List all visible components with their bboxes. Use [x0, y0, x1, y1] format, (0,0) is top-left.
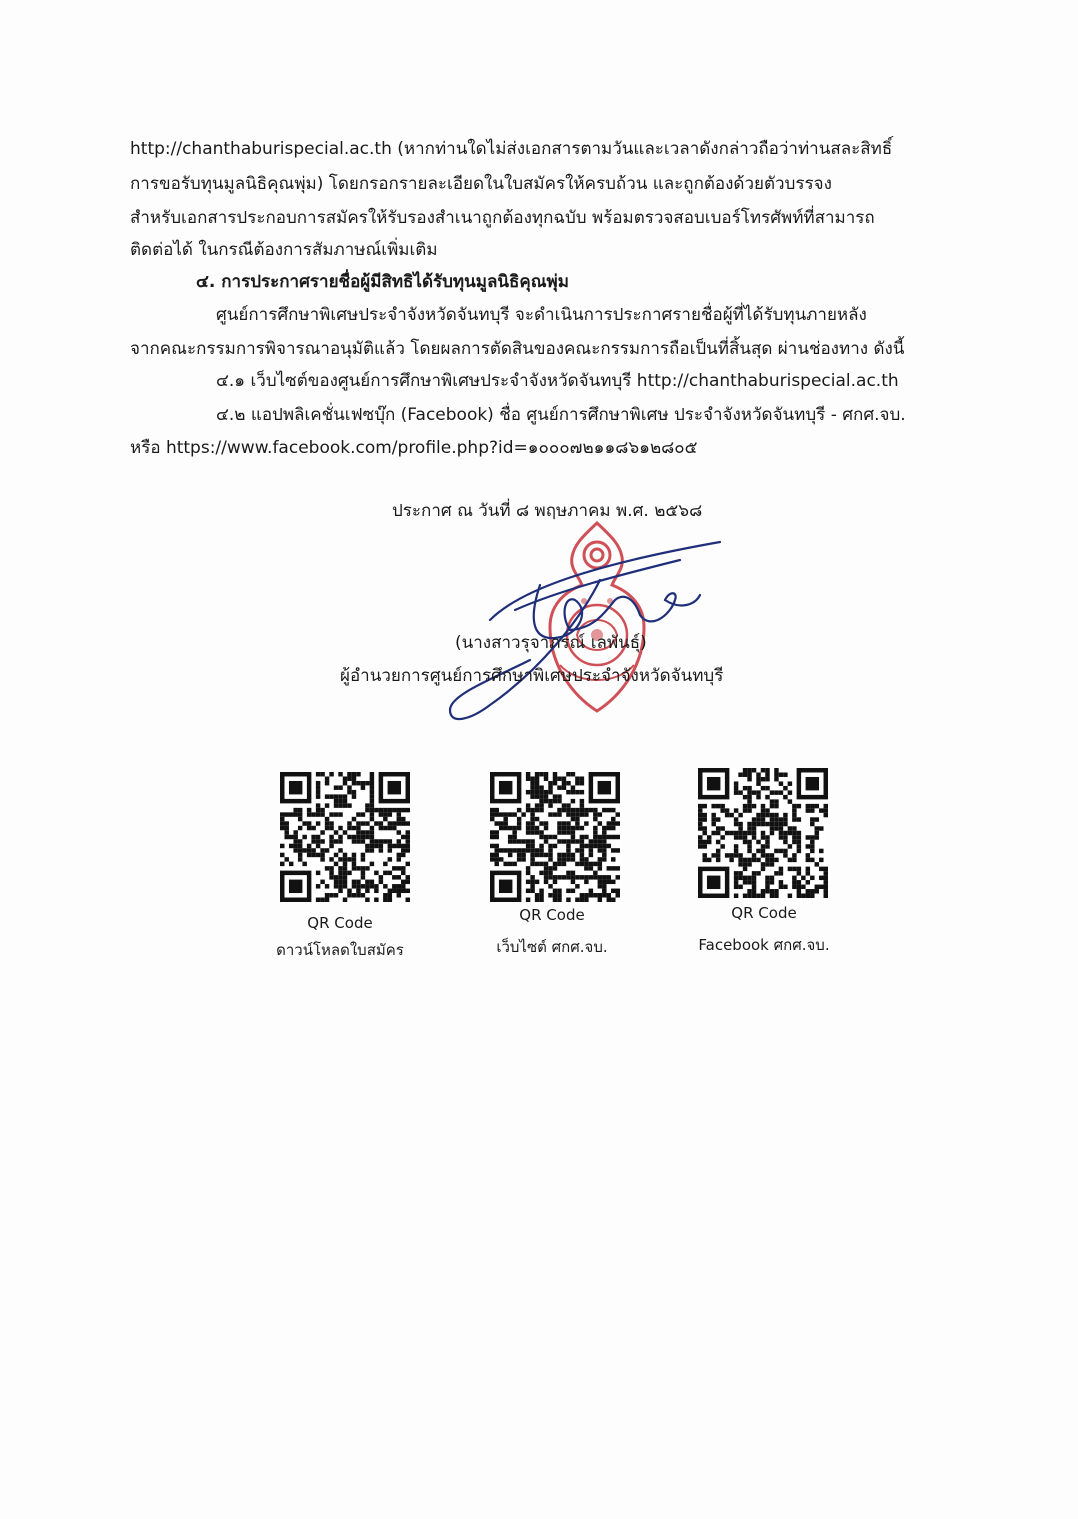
section-4-item-1: ๔.๑ เว็บไซต์ของศูนย์การศึกษาพิเศษประจำจังหวัดจันทบุรี http://chanthaburispecial.ac.th	[216, 371, 899, 391]
qr-2-caption: เว็บไซต์ ศกศ.จบ.	[496, 938, 608, 956]
section-4-para-line-2: จากคณะกรรมการพิจารณาอนุมัติแล้ว โดยผลการตัดสินของคณะกรรมการถือเป็นที่สิ้นสุด ผ่านช่องทาง ดังนี้	[130, 339, 905, 359]
section-4-para-line-1: ศูนย์การศึกษาพิเศษประจำจังหวัดจันทบุรี จะดำเนินการประกาศรายชื่อผู้ที่ได้รับทุนภายหลัง	[216, 305, 867, 325]
signer-title: ผู้อำนวยการศูนย์การศึกษาพิเศษประจำจังหวัดจันทบุรี	[340, 666, 724, 686]
qr-1-label: QR Code	[307, 914, 373, 932]
body-line-3: สำหรับเอกสารประกอบการสมัครให้รับรองสำเนาถูกต้องทุกฉบับ พร้อมตรวจสอบเบอร์โทรศัพท์ที่สามารถ	[130, 208, 875, 228]
signature-icon	[420, 520, 750, 730]
qr-code-download-icon[interactable]	[280, 772, 410, 902]
qr-3-caption: Facebook ศกศ.จบ.	[698, 936, 830, 954]
qr-1-caption: ดาวน์โหลดใบสมัคร	[276, 941, 404, 959]
signer-name: (นางสาวรุจาภรณ์ เลพันธุ์)	[455, 633, 647, 653]
body-line-1: http://chanthaburispecial.ac.th (หากท่านใดไม่ส่งเอกสารตามวันและเวลาดังกล่าวถือว่าท่านสละสิทธิ์	[130, 139, 893, 159]
section-4-item-2: ๔.๒ แอปพลิเคชั่นเฟซบุ๊ก (Facebook) ชื่อ ศูนย์การศึกษาพิเศษ ประจำจังหวัดจันทบุรี - ศกศ.จบ.	[216, 405, 906, 425]
qr-2-label: QR Code	[519, 906, 585, 924]
body-line-4: ติดต่อได้ ในกรณีต้องการสัมภาษณ์เพิ่มเติม	[130, 240, 438, 260]
qr-code-website-icon[interactable]	[490, 772, 620, 902]
body-line-2: การขอรับทุนมูลนิธิคุณพุ่ม) โดยกรอกรายละเอียดในใบสมัครให้ครบถ้วน และถูกต้องด้วยตัวบรรจง	[130, 174, 832, 194]
qr-code-facebook-icon[interactable]	[698, 768, 828, 898]
section-4-item-2-cont: หรือ https://www.facebook.com/profile.php?id=๑๐๐๐๗๒๑๑๘๖๑๒๘๐๕	[130, 438, 698, 458]
qr-3-label: QR Code	[731, 904, 797, 922]
section-4-heading: ๔. การประกาศรายชื่อผู้มีสิทธิได้รับทุนมูลนิธิคุณพุ่ม	[196, 272, 569, 292]
announcement-date: ประกาศ ณ วันที่ ๘ พฤษภาคม พ.ศ. ๒๕๖๘	[392, 501, 703, 521]
